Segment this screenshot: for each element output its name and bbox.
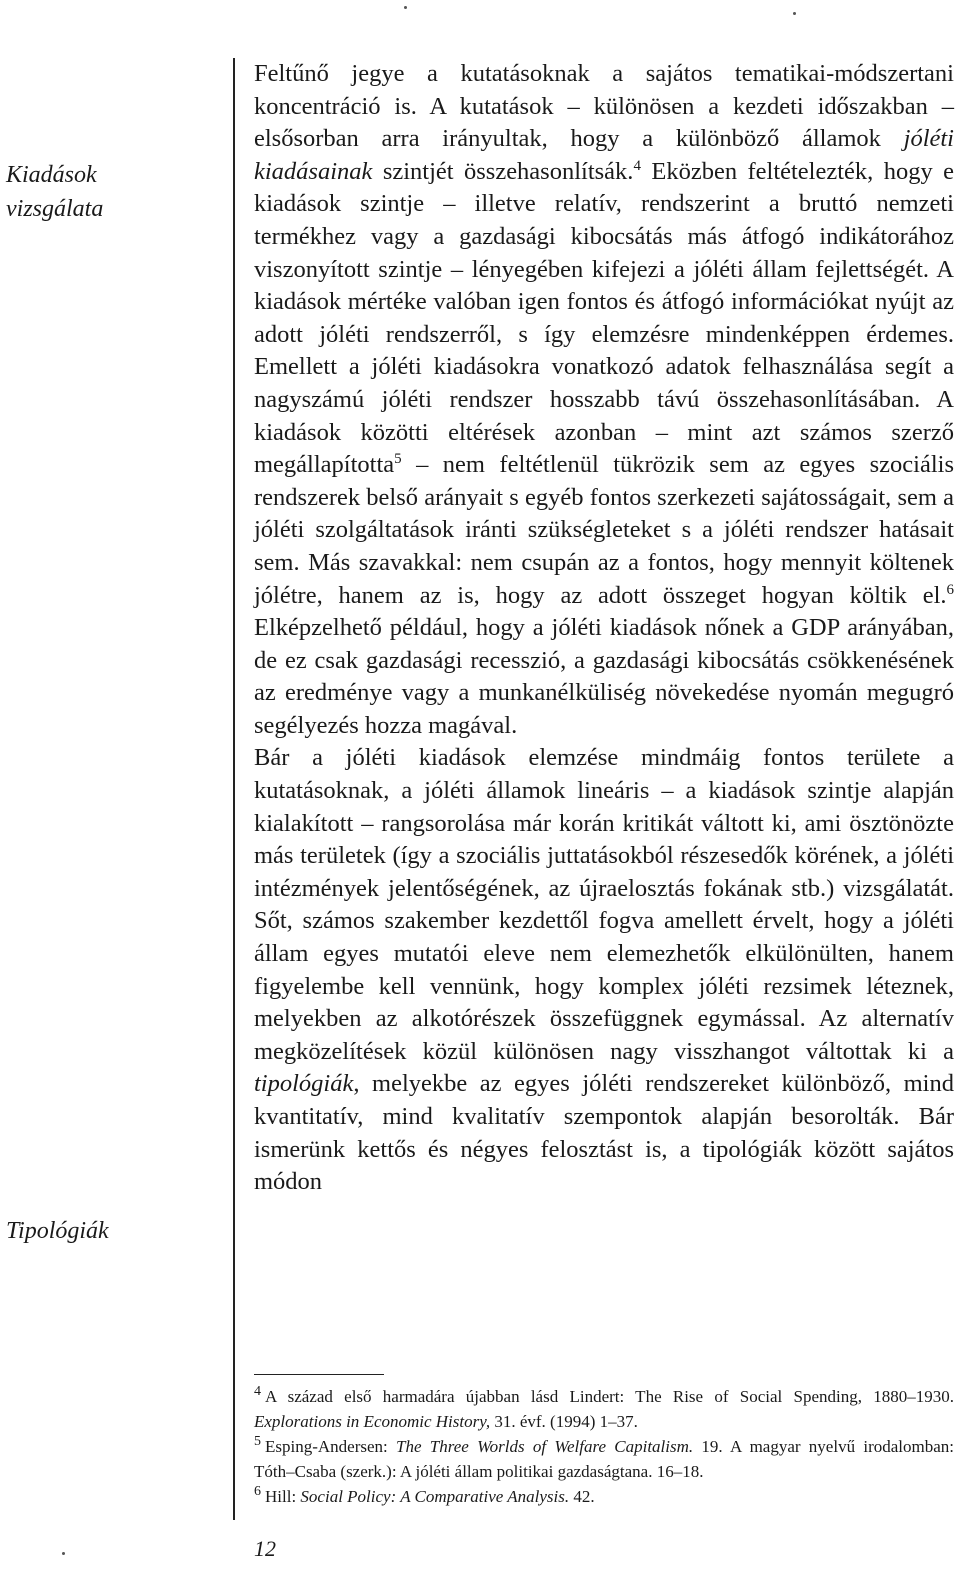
margin-note-tipologiak (6, 1214, 226, 1248)
text-run: 19. A magyar nyelvű irodalomban: Tóth–Csaba (szerk.): A jóléti állam politikai gazdaságtana. 16–18. (254, 1437, 954, 1481)
paragraph (254, 58, 954, 742)
footnote (254, 1484, 954, 1509)
footnote (254, 1384, 954, 1434)
text-run: Eközben feltételezték, hogy e kiadások szintje – illetve relatív, rendszerint a bruttó nemzeti termékhez vagy a gazdasági kibocsátás más átfogó indikátorához viszonyított szintje – lényegében kifejezi a jóléti állam fejlettségét. A kiadások mértéke valóban igen fontos és átfogó információkat nyújt az adott jóléti rendszerről, s így elemzésre mindenképpen érdemes. Emellett a jóléti kiadásokra vonatkozó adatok felhasználása segít a nagyszámú jóléti rendszer hosszabb távú összehasonlításában. A kiadások közötti eltérések azonban – mint azt számos szerző megállapította (254, 157, 954, 479)
scan-speck (793, 12, 796, 15)
footnotes (254, 1384, 954, 1509)
italic-text: Social Policy: A Comparative Analysis. (300, 1487, 570, 1506)
text-run: 31. évf. (1994) 1–37. (490, 1412, 638, 1431)
text-run: 42. (569, 1487, 595, 1506)
italic-text: The Three Worlds of Welfare Capitalism. (396, 1437, 694, 1456)
text-run: – nem feltétlenül tükrözik sem az egyes szociális rendszerek belső arányait s egyéb fontos szerkezeti sajátosságait, sem a jóléti szolgáltatások iránti szükségleteket s a jóléti rendszer hatásait sem. Más szavakkal: nem csupán az a fontos, hogy mennyit költenek jólétre, hanem az is, hogy az adott összeget hogyan költik el. (254, 451, 954, 609)
footnote-reference: 5 (394, 450, 402, 467)
text-run: , melyekbe az egyes jóléti rendszereket különböző, mind kvantitatív, mind kvalitatív szempontok alapján besorolták. Bár ismerünk kettős és négyes felosztást is, a tipológiák között sajátos módon (254, 1070, 954, 1196)
text-run: szintjét összehasonlítsák. (372, 157, 634, 185)
text-run: Elképzelhető például, hogy a jóléti kiadások nőnek a GDP arányában, de ez csak gazdasági recesszió, a gazdasági kibocsátás csökkenésének az eredménye vagy a munkanélküliség növekedése nyomán megugró segélyezés hozza magával. (254, 614, 954, 739)
footnote-reference: 6 (946, 581, 954, 598)
italic-text: jóléti kiadásainak (254, 125, 954, 185)
footnote (254, 1434, 954, 1484)
paragraph (254, 742, 954, 1198)
margin-note-kiadasok (6, 158, 226, 226)
italic-text: tipológiák (254, 1070, 354, 1098)
text-run: Hill: (265, 1487, 301, 1506)
scan-speck (404, 6, 407, 9)
footnote-reference: 4 (633, 157, 641, 174)
footnote-rule (254, 1374, 384, 1375)
text-run: Bár a jóléti kiadások elemzése mindmáig fontos területe a kutatásoknak, a jóléti államok lineáris – a kiadások szintje alapján kialakított – rangsorolása már korán kritikát váltott ki, ami ösztönözte más területek (így a szociális juttatásokból részesedők körének, a jóléti intézmények jelentőségének, az újraelosztás fokának stb.) vizsgálatát. Sőt, számos szakember kezdettől fogva amellett érvelt, hogy a jóléti állam egyes mutatói eleve nem elemezhetők elkülönülten, hanem figyelembe kell vennünk, hogy komplex jóléti rezsimek léteznek, melyekben az alkotórészek összefüggnek egymással. Az alternatív megközelítések közül különösen nagy visszhangot váltottak ki a (254, 744, 954, 1065)
footnote-number: 6 (254, 1484, 261, 1500)
footnote-number: 5 (254, 1434, 261, 1450)
text-run: A század első harmadára újabban lásd Lindert: The Rise of Social Spending, 1880–1930. (265, 1387, 954, 1406)
margin-note-line: vizsgálata (6, 196, 104, 222)
margin-note-line: Tipológiák (6, 1218, 109, 1244)
text-run: Esping-Andersen: (265, 1437, 397, 1456)
italic-text: Explorations in Economic History, (254, 1412, 491, 1431)
scan-speck (62, 1552, 65, 1555)
main-text (254, 58, 954, 1199)
margin-note-line: Kiadások (6, 162, 97, 188)
margin-rule (233, 58, 235, 1520)
footnote-number: 4 (254, 1384, 261, 1400)
text-run: Feltűnő jegye a kutatásoknak a sajátos tematikai-módszertani koncentráció is. A kutatások – különösen a kezdeti időszakban – elsősorban arra irányultak, hogy a különböző államok (254, 60, 954, 153)
page-number: 12 (254, 1536, 276, 1561)
